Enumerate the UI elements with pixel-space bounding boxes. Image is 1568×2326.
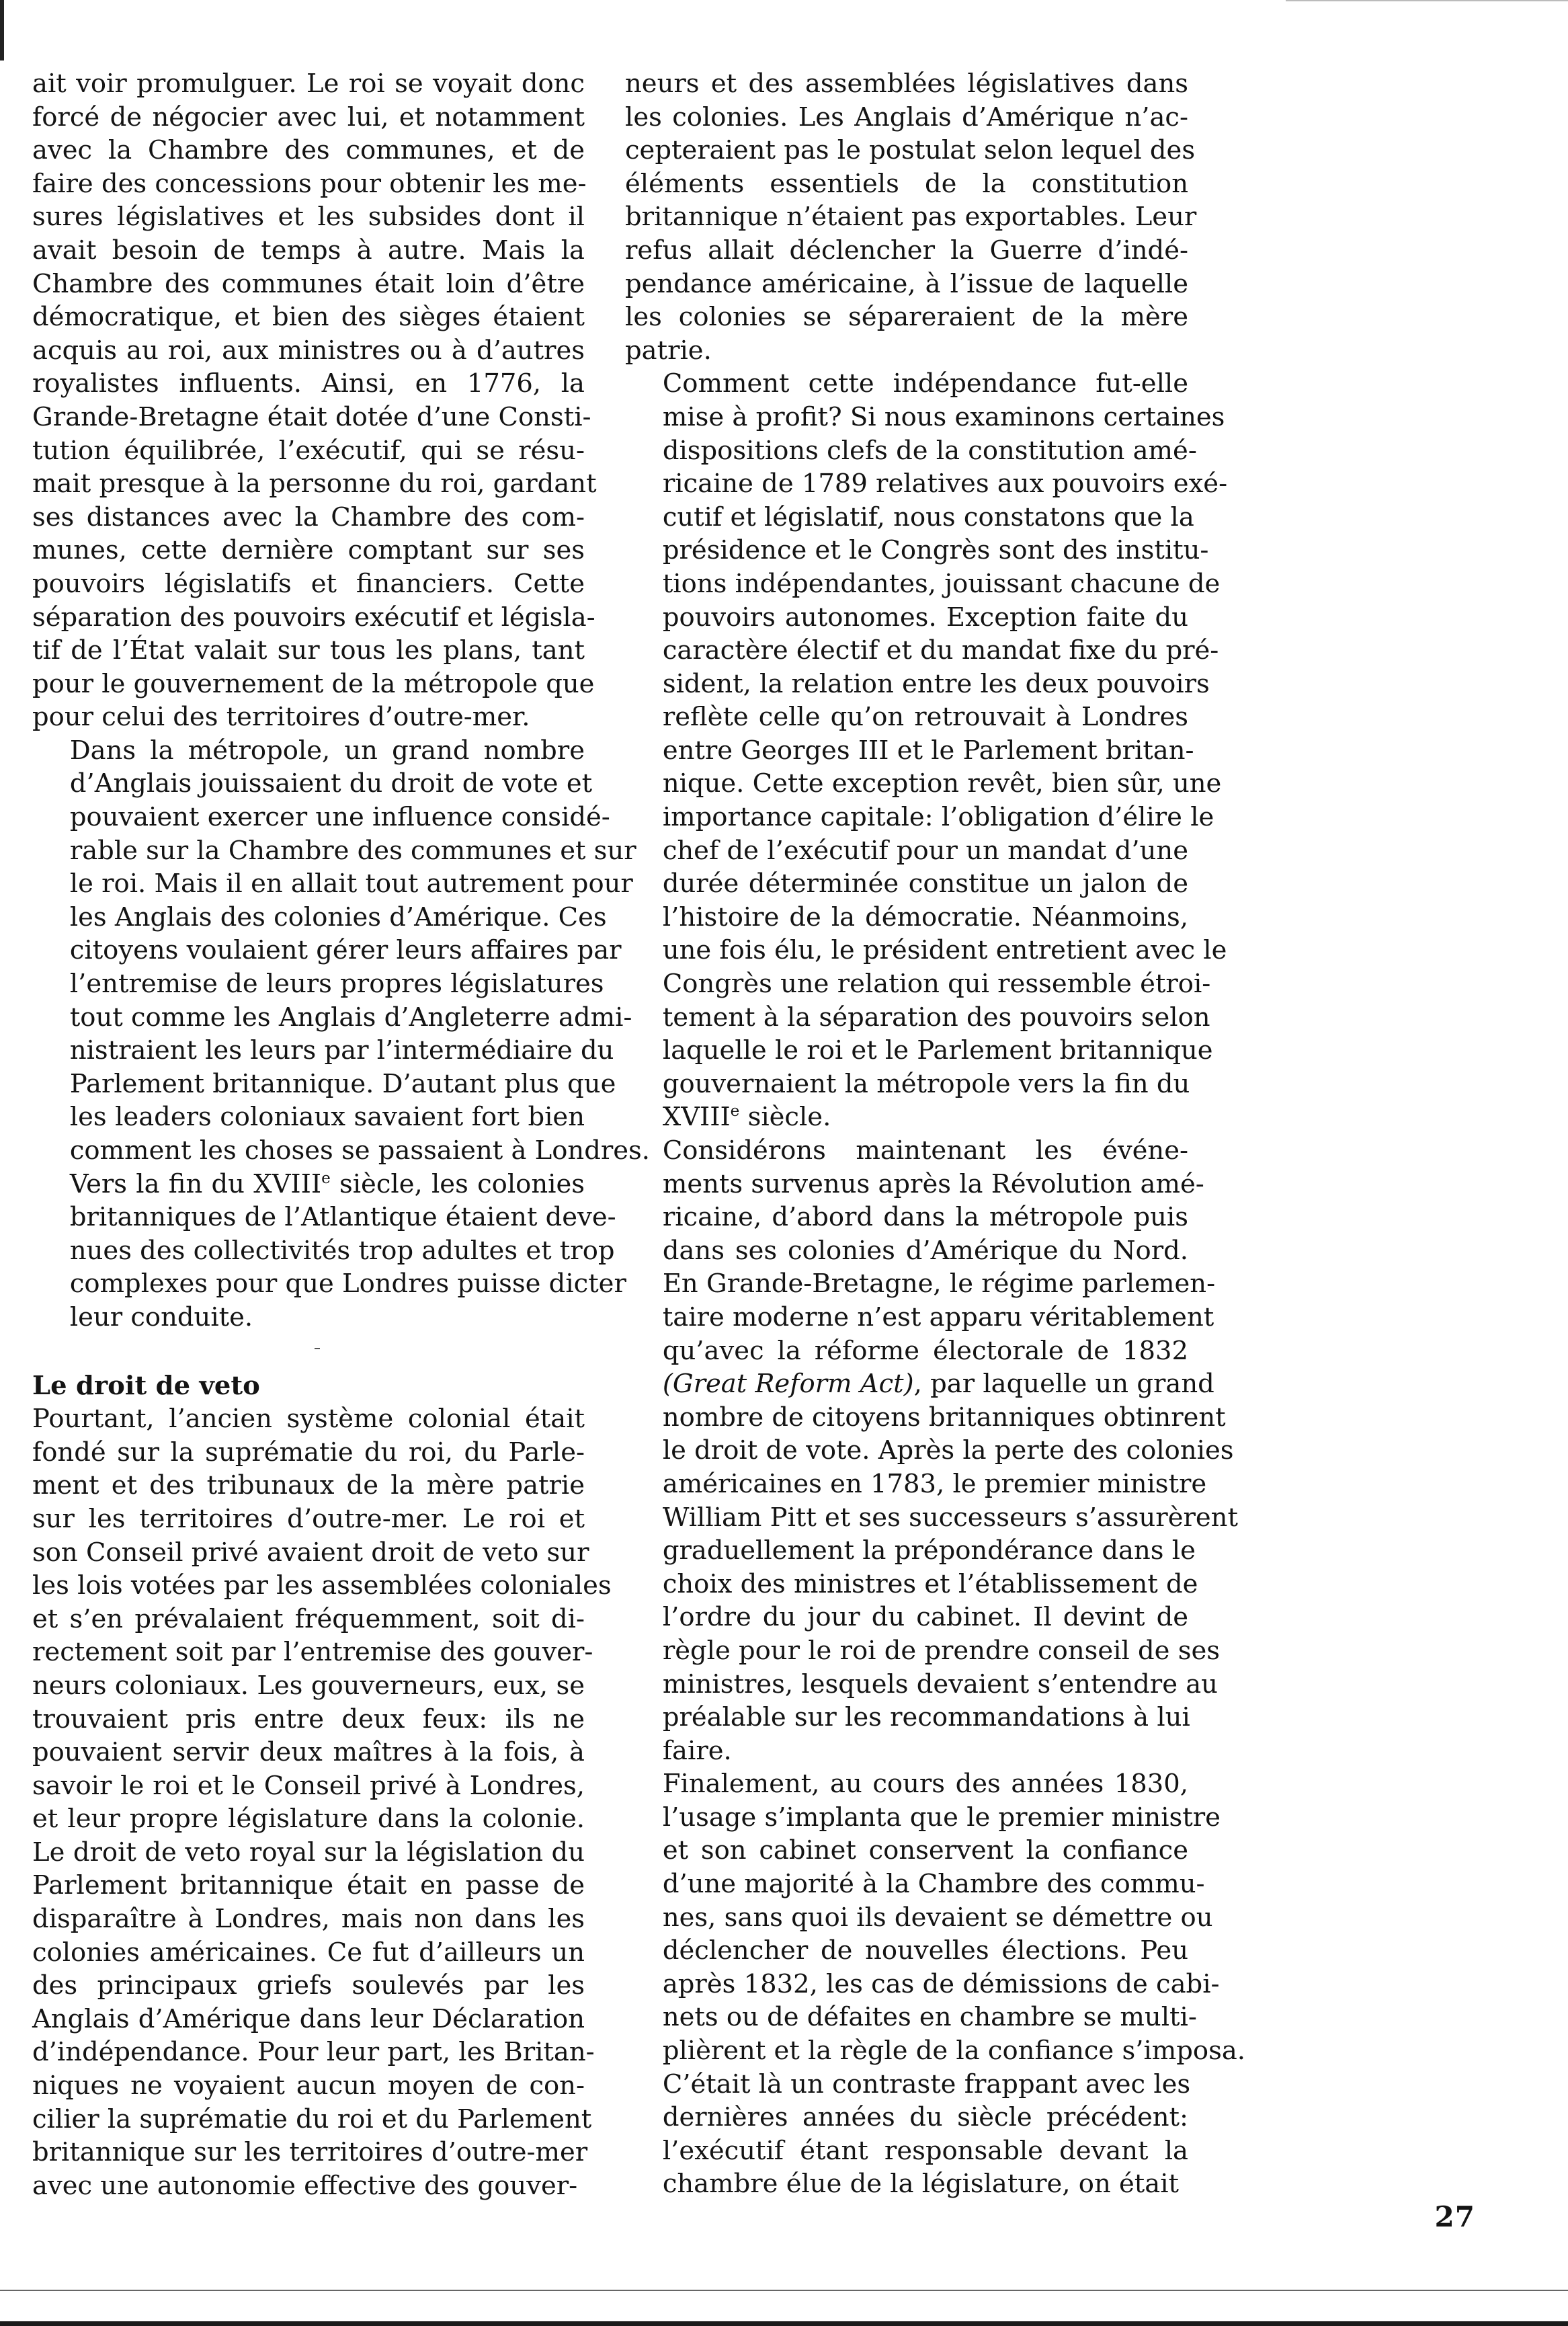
- text-line: d’une majorité à la Chambre des commu-: [662, 1869, 1205, 1900]
- text-line: pouvaient servir deux maîtres à la fois, à: [32, 1737, 585, 1768]
- text-line: disparaître à Londres, mais non dans les: [32, 1904, 585, 1935]
- text-line: nique. Cette exception revêt, bien sûr, une: [662, 768, 1222, 799]
- text-line: cepteraient pas le postulat selon lequel des: [625, 135, 1196, 166]
- text-line: les Anglais des colonies d’Amérique. Ces: [69, 901, 607, 932]
- text-line: Le droit de veto royal sur la législation du: [32, 1837, 585, 1868]
- text-line: dernières années du siècle précédent:: [662, 2102, 1188, 2133]
- text-line: forcé de négocier avec lui, et notamment: [32, 102, 585, 132]
- text-line: les colonies. Les Anglais d’Amérique n’ac-: [625, 102, 1188, 132]
- scan-edge-bottom: [0, 2321, 1568, 2326]
- text-line: déclencher de nouvelles élections. Peu: [662, 1935, 1188, 1966]
- text-line: faire.: [662, 1735, 732, 1766]
- text-line: fondé sur la suprématie du roi, du Parle-: [32, 1437, 585, 1468]
- text-line: Dans la métropole, un grand nombre: [69, 735, 585, 766]
- text-line: l’ordre du jour du cabinet. Il devint de: [662, 1602, 1188, 1633]
- text-line: Parlement britannique était en passe de: [32, 1870, 585, 1901]
- paragraph: [625, 1767, 1246, 2201]
- text-line: Comment cette indépendance fut-elle: [662, 368, 1188, 399]
- text-line: neurs et des assemblées législatives dans: [625, 69, 1188, 99]
- text-line: Grande-Bretagne était dotée d’une Consti-: [32, 401, 591, 432]
- text-line: son Conseil privé avaient droit de veto sur: [32, 1537, 589, 1568]
- text-line: ment et des tribunaux de la mère patrie: [32, 1470, 585, 1501]
- text-line: ricaine, d’abord dans la métropole puis: [662, 1202, 1188, 1233]
- text-line: les lois votées par les assemblées coloniales: [32, 1570, 612, 1601]
- text-line: nues des collectivités trop adultes et trop: [69, 1235, 615, 1266]
- text-line: choix des ministres et l’établissement de: [662, 1568, 1198, 1599]
- text-line: munes, cette dernière comptant sur ses: [32, 535, 585, 566]
- text-line: neurs coloniaux. Les gouverneurs, eux, se: [32, 1670, 585, 1701]
- paragraph: [625, 367, 1228, 1134]
- text-line: nistraient les leurs par l’intermédiaire du: [69, 1035, 614, 1066]
- text-line: rectement soit par l’entremise des gouver-: [32, 1637, 593, 1668]
- text-line: cutif et législatif, nous constatons que la: [662, 502, 1194, 532]
- paragraph: [625, 67, 1197, 367]
- text-line: tif de l’État valait sur tous les plans, tant: [32, 635, 585, 666]
- text-line: le roi. Mais il en allait tout autrement pour: [69, 869, 633, 899]
- text-line: Pourtant, l’ancien système colonial était: [32, 1404, 585, 1435]
- text-line: ments survenus après la Révolution amé-: [662, 1168, 1204, 1199]
- text-line: Parlement britannique. D’autant plus que: [69, 1068, 616, 1099]
- right-column: [625, 67, 1246, 2201]
- text-line: les leaders coloniaux savaient fort bien: [69, 1102, 585, 1133]
- text-line: qu’avec la réforme électorale de 1832: [662, 1335, 1188, 1366]
- text-line: plièrent et la règle de la confiance s’imposa.: [662, 2036, 1246, 2067]
- text-line: royalistes influents. Ainsi, en 1776, la: [32, 368, 585, 399]
- page-number: 27: [1434, 2200, 1475, 2233]
- text-line: taire moderne n’est apparu véritablement: [662, 1301, 1214, 1332]
- text-line: avec une autonomie effective des gouver-: [32, 2170, 578, 2201]
- text-line: et leur propre législature dans la colonie.: [32, 1804, 585, 1835]
- text-line: caractère électif et du mandat fixe du pré-: [662, 635, 1219, 666]
- scan-edge-left: [0, 0, 4, 61]
- text-line: (Great Reform Act), par laquelle un grand: [662, 1369, 1214, 1400]
- text-line: importance capitale: l’obligation d’élire le: [662, 802, 1214, 833]
- text-line: nombre de citoyens britanniques obtinrent: [662, 1402, 1226, 1433]
- text-line: sur les territoires d’outre-mer. Le roi et: [32, 1503, 585, 1534]
- text-line: sident, la relation entre les deux pouvoirs: [662, 668, 1210, 699]
- text-line: avait besoin de temps à autre. Mais la: [32, 235, 585, 266]
- text-line: les colonies se sépareraient de la mère: [625, 302, 1188, 333]
- text-line: une fois élu, le président entretient avec le: [662, 935, 1227, 966]
- text-line: ministres, lesquels devaient s’entendre au: [662, 1669, 1218, 1699]
- text-line: ricaine de 1789 relatives aux pouvoirs exé-: [662, 469, 1228, 499]
- text-line: faire des concessions pour obtenir les me-: [32, 168, 587, 199]
- text-line: pouvaient exercer une influence considé-: [69, 802, 610, 833]
- text-line: dispositions clefs de la constitution amé-: [662, 435, 1197, 466]
- text-line: C’était là un contraste frappant avec les: [662, 2069, 1191, 2099]
- text-line: britanniques de l’Atlantique étaient deve-: [69, 1202, 616, 1233]
- paragraph: [32, 1402, 612, 2202]
- text-line: le droit de vote. Après la perte des colonies: [662, 1435, 1234, 1466]
- text-line: ait voir promulguer. Le roi se voyait donc: [32, 69, 585, 99]
- text-line: Vers la fin du XVIIIe siècle, les colonies: [69, 1168, 585, 1199]
- text-line: pour celui des territoires d’outre-mer.: [32, 702, 530, 733]
- text-line: En Grande-Bretagne, le régime parlemen-: [662, 1269, 1216, 1299]
- text-line: pouvoirs législatifs et financiers. Cette: [32, 568, 585, 599]
- left-column: [32, 67, 651, 2202]
- text-line: avec la Chambre des communes, et de: [32, 135, 585, 166]
- text-line: colonies américaines. Ce fut d’ailleurs un: [32, 1937, 585, 1968]
- text-line: pouvoirs autonomes. Exception faite du: [662, 602, 1188, 633]
- text-line: gouvernaient la métropole vers la fin du: [662, 1068, 1190, 1099]
- text-line: et s’en prévalaient fréquemment, soit di-: [32, 1603, 585, 1634]
- text-line: éléments essentiels de la constitution: [625, 168, 1188, 199]
- text-line: pour le gouvernement de la métropole que: [32, 668, 595, 699]
- text-line: Anglais d’Amérique dans leur Déclaration: [32, 2003, 585, 2034]
- text-line: l’histoire de la démocratie. Néanmoins,: [662, 901, 1188, 932]
- text-line: tout comme les Anglais d’Angleterre admi-: [69, 1002, 632, 1033]
- text-line: William Pitt et ses successeurs s’assurèrent: [662, 1502, 1238, 1533]
- text-line: tution équilibrée, l’exécutif, qui se résu-: [32, 435, 585, 466]
- scan-edge-top: [1286, 0, 1568, 1]
- text-line: règle pour le roi de prendre conseil de ses: [662, 1635, 1220, 1666]
- text-line: laquelle le roi et le Parlement britannique: [662, 1035, 1213, 1066]
- text-line: mait presque à la personne du roi, gardant: [32, 469, 597, 499]
- text-line: britannique n’étaient pas exportables. Leur: [625, 202, 1197, 233]
- text-line: patrie.: [625, 335, 712, 366]
- text-line: après 1832, les cas de démissions de cabi-: [662, 1968, 1220, 1999]
- text-line: Considérons maintenant les événe-: [662, 1135, 1188, 1166]
- text-line: britannique sur les territoires d’outre-mer: [32, 2137, 588, 2168]
- text-line: Congrès une relation qui ressemble étroi-: [662, 969, 1211, 1000]
- text-line: et son cabinet conservent la confiance: [662, 1835, 1188, 1866]
- text-line: démocratique, et bien des sièges étaient: [32, 302, 585, 333]
- text-line: Finalement, au cours des années 1830,: [662, 1769, 1188, 1800]
- text-line: rable sur la Chambre des communes et sur: [69, 835, 636, 866]
- text-line: comment les choses se passaient à Londres.: [69, 1135, 651, 1166]
- text-line: trouvaient pris entre deux feux: ils ne: [32, 1703, 585, 1734]
- text-line: d’Anglais jouissaient du droit de vote et: [69, 768, 593, 799]
- text-line: acquis au roi, aux ministres ou à d’autres: [32, 335, 585, 366]
- text-line: cilier la suprématie du roi et du Parlement: [32, 2103, 592, 2134]
- scan-edge-bottom-line: [0, 2290, 1568, 2291]
- paragraph: [32, 734, 651, 1334]
- text-line: entre Georges III et le Parlement britan-: [662, 735, 1194, 766]
- text-line: nes, sans quoi ils devaient se démettre ou: [662, 1902, 1213, 1933]
- text-line: mise à profit? Si nous examinons certaines: [662, 401, 1225, 432]
- text-line: niques ne voyaient aucun moyen de con-: [32, 2071, 585, 2101]
- text-line: d’indépendance. Pour leur part, les Britan-: [32, 2037, 595, 2068]
- text-line: séparation des pouvoirs exécutif et législa-: [32, 602, 595, 633]
- text-line: l’exécutif étant responsable devant la: [662, 2135, 1188, 2166]
- stray-mark: [315, 1348, 320, 1349]
- text-line: tement à la séparation des pouvoirs selon: [662, 1002, 1210, 1033]
- text-line: dans ses colonies d’Amérique du Nord.: [662, 1235, 1188, 1266]
- section-heading: Le droit de veto: [32, 1370, 260, 1401]
- text-line: complexes pour que Londres puisse dicter: [69, 1269, 626, 1299]
- text-line: savoir le roi et le Conseil privé à Londres,: [32, 1770, 585, 1801]
- text-line: tions indépendantes, jouissant chacune de: [662, 568, 1221, 599]
- text-line: sures législatives et les subsides dont il: [32, 202, 585, 233]
- text-line: préalable sur les recommandations à lui: [662, 1702, 1190, 1733]
- text-line: citoyens voulaient gérer leurs affaires par: [69, 935, 622, 966]
- text-line: présidence et le Congrès sont des institu-: [662, 535, 1209, 566]
- text-line: refus allait déclencher la Guerre d’indé-: [625, 235, 1188, 266]
- paragraph: [32, 67, 597, 734]
- text-line: des principaux griefs soulevés par les: [32, 1970, 585, 2001]
- text-line: XVIIIe siècle.: [662, 1102, 831, 1133]
- text-line: leur conduite.: [69, 1301, 253, 1332]
- text-line: reflète celle qu’on retrouvait à Londres: [662, 702, 1188, 733]
- text-line: chambre élue de la législature, on était: [662, 2169, 1180, 2200]
- text-line: américaines en 1783, le premier ministre: [662, 1468, 1207, 1499]
- text-line: l’usage s’implanta que le premier ministre: [662, 1802, 1221, 1833]
- text-line: graduellement la prépondérance dans le: [662, 1535, 1196, 1566]
- text-line: l’entremise de leurs propres législatures: [69, 969, 604, 1000]
- text-line: durée déterminée constitue un jalon de: [662, 869, 1188, 899]
- text-line: ses distances avec la Chambre des com-: [32, 502, 585, 532]
- text-line: nets ou de défaites en chambre se multi-: [662, 2002, 1197, 2033]
- text-line: Chambre des communes était loin d’être: [32, 268, 585, 299]
- text-line: chef de l’exécutif pour un mandat d’une: [662, 835, 1188, 866]
- text-line: pendance américaine, à l’issue de laquelle: [625, 268, 1188, 299]
- paragraph: [625, 1134, 1238, 1767]
